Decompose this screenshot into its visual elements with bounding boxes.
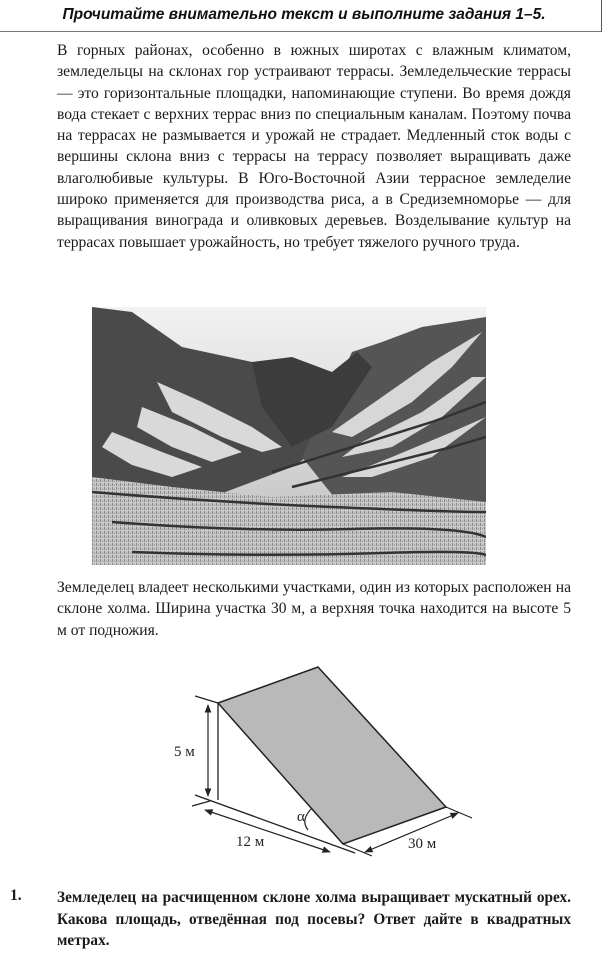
width-label: 30 м <box>408 836 437 852</box>
sloped-plot <box>218 667 446 844</box>
base-dimension-arrow <box>205 810 330 852</box>
terrace-photo <box>92 307 486 565</box>
task-number: 1. <box>10 887 22 904</box>
task-text: Земледелец на расчищенном склоне холма выращивает мускатный орех. Какова площадь, отведённая под посевы? Ответ дайте в квадратных метрах. <box>57 889 571 949</box>
angle-label: α <box>297 809 305 825</box>
base-extension-line <box>192 801 210 806</box>
height-label: 5 м <box>174 744 195 760</box>
intro-paragraph: В горных районах, особенно в южных широтах с влажным климатом, земледельцы на склонах гор устраивают террасы. Земледельческие террасы — это горизонтальные площадки, напоминающие ступени. Во время дождя вода стекает с верхних террас вниз по специальным каналам. Поэтому почва на террасах не размывается и урожай не страдает. Медленный сток воды с вершины склона вниз с террасы на террасу позволяет выращивать даже влаголюбивые культуры. В Юго-Восточной Азии террасное земледелие широко применяется для производства риса, а в Средиземноморье — для выращивания винограда и оливковых деревьев. Возделывание культур на террасах повышает урожайность, но требует тяжелого ручного труда. <box>57 42 571 251</box>
top-extension-line <box>195 696 218 703</box>
problem-paragraph: Земледелец владеет несколькими участками, один из которых расположен на склоне холма. Ширина участка 30 м, а верхняя точка находится на высоте 5 м от подножия. <box>57 579 571 639</box>
slope-diagram <box>150 660 500 860</box>
angle-arc <box>305 808 312 830</box>
instructions-title: Прочитайте внимательно текст и выполните задания 1–5. <box>62 6 546 23</box>
base-label: 12 м <box>236 834 265 850</box>
